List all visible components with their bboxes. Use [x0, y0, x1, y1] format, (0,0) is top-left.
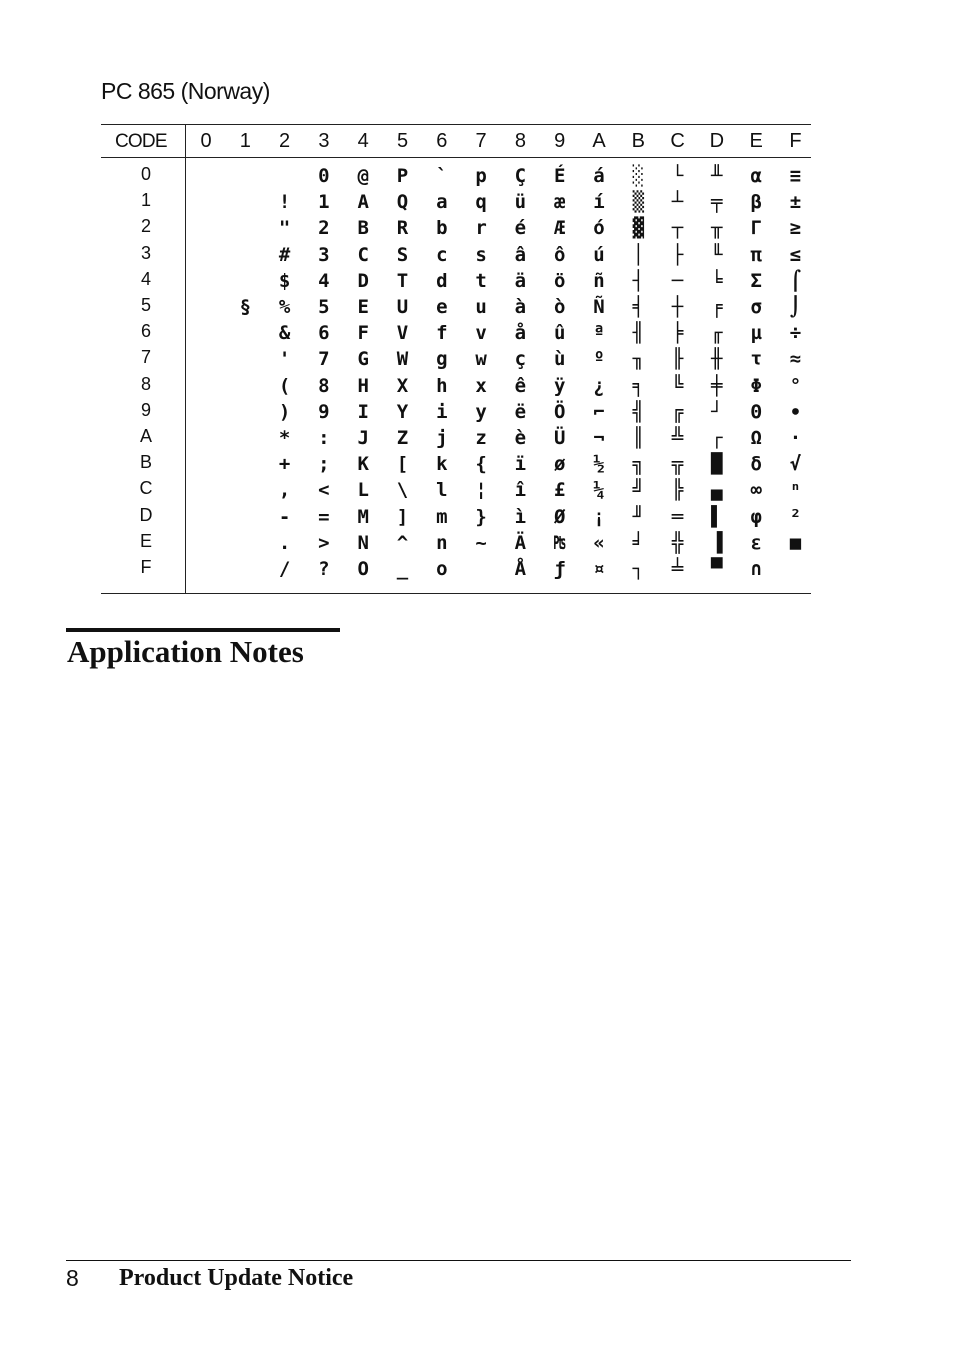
- table-cell: [227, 320, 263, 346]
- table-cell: N: [357, 531, 369, 554]
- table-cell: M: [357, 505, 369, 528]
- table-header-row: [101, 125, 811, 158]
- table-cell: é: [514, 217, 527, 240]
- table-cell: a: [436, 191, 448, 214]
- table-cell: Q: [396, 191, 409, 214]
- table-cell: ò: [553, 296, 566, 318]
- table-cell: δ: [750, 453, 762, 476]
- table-cell: [188, 530, 224, 556]
- table-cell: ▀: [711, 558, 723, 580]
- table-cell: ê: [514, 374, 527, 397]
- table-cell: ¡: [593, 505, 605, 528]
- table-cell: ∙: [789, 400, 802, 423]
- table-cell: ╕: [632, 374, 645, 397]
- table-cell: e: [436, 296, 448, 318]
- table-cell: ·: [789, 427, 802, 449]
- table-cell: -: [278, 505, 291, 528]
- table-cell: §: [239, 296, 252, 318]
- table-cell: O: [357, 558, 369, 580]
- table-cell: &: [278, 322, 291, 345]
- column-header: B: [631, 130, 645, 152]
- table-cell: U: [396, 296, 409, 318]
- table-cell: d: [436, 269, 448, 292]
- table-cell: j: [436, 427, 448, 449]
- table-cell: ü: [514, 191, 527, 214]
- table-cell: F: [357, 322, 369, 345]
- table-cell: ╙: [711, 243, 723, 266]
- table-cell: Ñ: [593, 296, 605, 318]
- section-title: Application Notes: [67, 634, 304, 669]
- table-cell: [188, 373, 224, 399]
- table-cell: ç: [514, 348, 527, 371]
- table-cell: [188, 346, 224, 372]
- table-cell: β: [750, 191, 762, 214]
- table-cell: m: [436, 505, 448, 528]
- table-cell: π: [750, 243, 762, 266]
- table-cell: [227, 451, 263, 477]
- table-cell: [188, 189, 224, 215]
- table-cell: ): [278, 400, 291, 423]
- table-cell: G: [357, 348, 369, 371]
- table-cell: h: [436, 374, 448, 397]
- table-cell: [227, 504, 263, 530]
- table-cell: ┌: [711, 427, 723, 449]
- table-cell: [188, 504, 224, 530]
- table-cell: [227, 346, 263, 372]
- table-cell: ╠: [671, 479, 684, 502]
- table-cell: ¿: [593, 374, 605, 397]
- table-cell: [188, 163, 224, 189]
- column-header: C: [670, 130, 685, 152]
- table-cell: ⁿ: [789, 479, 802, 502]
- table-cell: ö: [553, 269, 566, 292]
- row-header: 2: [140, 216, 151, 237]
- column-header: 9: [554, 130, 566, 152]
- table-cell: █: [711, 453, 723, 476]
- table-cell: ⌡: [789, 296, 802, 318]
- table-cell: µ: [750, 322, 762, 345]
- table-cell: è: [514, 427, 527, 449]
- column-header: A: [592, 130, 606, 152]
- table-cell: â: [514, 243, 527, 266]
- table-cell: !: [278, 191, 291, 214]
- table-cell: ≥: [789, 217, 802, 240]
- table-cell: ²: [789, 505, 802, 528]
- table-cell: ═: [671, 505, 684, 528]
- table-cell: u: [475, 296, 487, 318]
- table-cell: [188, 242, 224, 268]
- table-cell: ⌠: [789, 269, 802, 292]
- table-cell: ;: [318, 453, 330, 476]
- table-cell: ╤: [711, 191, 723, 214]
- table-cell: á: [593, 165, 605, 187]
- table-cell: [227, 477, 263, 503]
- table-cell: _: [396, 558, 409, 580]
- table-cell: b: [436, 217, 448, 240]
- table-cell: ]: [396, 505, 409, 528]
- table-cell: ▒: [632, 191, 645, 214]
- table-cell: [227, 530, 263, 556]
- row-header: 0: [140, 164, 151, 184]
- column-header: 8: [514, 130, 526, 152]
- table-cell: ░: [632, 165, 645, 187]
- table-cell: Ü: [553, 427, 566, 449]
- table-cell: [188, 477, 224, 503]
- column-header: 0: [200, 130, 212, 152]
- table-cell: ª: [593, 322, 605, 345]
- table-cell: H: [357, 374, 369, 397]
- table-cell: X: [396, 374, 409, 397]
- table-cell: ,: [278, 479, 291, 502]
- row-header: 9: [140, 399, 151, 420]
- table-cell: [: [396, 453, 409, 476]
- table-cell: \: [396, 479, 409, 502]
- table-cell: à: [514, 296, 527, 318]
- table-cell: 5: [318, 296, 330, 318]
- table-cell: ╩: [671, 427, 684, 449]
- table-cell: ╡: [632, 296, 645, 318]
- table-cell: T: [396, 269, 409, 292]
- table-cell: [188, 399, 224, 425]
- table-cell: [267, 163, 303, 189]
- table-cell: E: [357, 296, 369, 318]
- table-cell: g: [436, 348, 448, 371]
- page-number: 8: [66, 1265, 79, 1291]
- table-cell: ñ: [593, 269, 605, 292]
- table-cell: @: [357, 165, 369, 187]
- table-cell: =: [318, 505, 330, 528]
- table-cell: 4: [318, 269, 330, 292]
- table-cell: ≈: [789, 348, 802, 371]
- table-cell: %: [278, 296, 291, 318]
- table-cell: :: [318, 427, 330, 449]
- table-cell: Γ: [750, 217, 762, 240]
- table-cell: [188, 294, 224, 320]
- table-cell: º: [593, 348, 605, 371]
- table-cell: /: [278, 558, 291, 580]
- row-header: 3: [140, 242, 151, 263]
- table-cell: 3: [318, 243, 330, 266]
- table-cell: φ: [750, 505, 762, 528]
- table-cell: 2: [318, 217, 330, 240]
- table-cell: ~: [475, 531, 487, 554]
- table-cell: }: [475, 505, 487, 528]
- table-cell: │: [632, 243, 645, 266]
- table-cell: [188, 556, 224, 582]
- table-cell: 6: [318, 322, 330, 345]
- table-cell: k: [436, 453, 448, 476]
- table-cell: É: [553, 165, 566, 187]
- row-header: 7: [140, 347, 151, 368]
- table-cell: ": [278, 217, 291, 240]
- table-cell: i: [436, 400, 448, 423]
- table-cell: ╛: [632, 531, 645, 554]
- column-header: 5: [396, 130, 409, 152]
- table-cell: 7: [318, 348, 330, 371]
- column-header: E: [749, 130, 763, 152]
- table-cell: τ: [750, 348, 762, 371]
- table-cell: ?: [318, 558, 330, 580]
- table-cell: [227, 425, 263, 451]
- table-cell: ┘: [711, 400, 723, 423]
- table-cell: ä: [514, 269, 527, 292]
- table-cell: ╘: [711, 269, 723, 292]
- table-cell: s: [475, 243, 487, 266]
- table-cell: ├: [671, 243, 684, 266]
- table-cell: å: [514, 322, 527, 345]
- table-cell: ▐: [711, 531, 723, 554]
- table-cell: [227, 163, 263, 189]
- column-divider: [185, 125, 186, 593]
- table-cell: Θ: [750, 400, 762, 423]
- column-header: 7: [475, 130, 487, 152]
- table-cell: A: [357, 191, 369, 214]
- table-cell: f: [436, 322, 448, 345]
- table-cell: J: [357, 427, 369, 449]
- table-cell: α: [750, 165, 762, 187]
- row-header: E: [139, 530, 152, 551]
- table-cell: ╟: [671, 348, 684, 371]
- table-cell: [227, 189, 263, 215]
- table-cell: Φ: [750, 374, 762, 397]
- column-header: 4: [357, 130, 369, 152]
- table-cell: [188, 425, 224, 451]
- table-cell: [188, 268, 224, 294]
- row-header: 4: [140, 268, 151, 289]
- character-set-table: [101, 124, 811, 594]
- table-cell: $: [278, 269, 291, 292]
- table-cell: C: [357, 243, 369, 266]
- table-cell: ^: [396, 531, 409, 554]
- table-cell: ¤: [593, 558, 605, 580]
- table-cell: î: [514, 479, 527, 502]
- row-header: 1: [140, 190, 151, 211]
- row-header: B: [139, 452, 152, 473]
- table-cell: K: [357, 453, 369, 476]
- column-header: 6: [436, 130, 448, 152]
- table-cell: (: [278, 374, 291, 397]
- table-cell: w: [475, 348, 487, 371]
- table-cell: ÷: [789, 322, 802, 345]
- table-cell: Ø: [553, 505, 566, 528]
- table-cell: R: [396, 217, 409, 240]
- table-cell: ╣: [632, 400, 645, 423]
- table-cell: q: [475, 191, 487, 214]
- table-cell: Å: [514, 558, 527, 580]
- table-cell: ¦: [475, 479, 487, 502]
- table-cell: ╚: [671, 374, 684, 397]
- table-cell: 1: [318, 191, 330, 214]
- table-cell: ': [278, 348, 291, 371]
- table-cell: ▄: [711, 479, 723, 502]
- table-cell: └: [671, 165, 684, 187]
- footer-title: Product Update Notice: [119, 1265, 354, 1291]
- table-cell: [227, 268, 263, 294]
- table-cell: y: [475, 400, 487, 423]
- table-cell: I: [357, 400, 369, 423]
- table-cell: [463, 556, 499, 582]
- table-cell: ╜: [632, 505, 645, 528]
- row-header: 8: [140, 373, 151, 394]
- table-cell: ╨: [711, 165, 723, 187]
- table-cell: ï: [514, 453, 527, 476]
- table-cell: ⌐: [593, 400, 605, 423]
- table-cell: «: [593, 531, 605, 554]
- table-cell: ╢: [632, 322, 645, 345]
- table-cell: ╪: [711, 374, 723, 397]
- table-cell: v: [475, 322, 487, 345]
- table-cell: c: [436, 243, 448, 266]
- row-header: 5: [140, 295, 151, 315]
- table-cell: √: [789, 453, 802, 476]
- table-cell: í: [593, 191, 605, 214]
- table-cell: >: [318, 531, 330, 554]
- row-header: D: [139, 504, 153, 525]
- table-cell: ╓: [711, 322, 723, 345]
- table-cell: °: [789, 374, 802, 397]
- table-cell: Σ: [750, 269, 762, 292]
- table-cell: ▌: [711, 505, 723, 528]
- table-cell: ▓: [632, 217, 645, 240]
- table-cell: 9: [318, 400, 330, 423]
- table-cell: [227, 215, 263, 241]
- table-cell: æ: [553, 191, 566, 214]
- table-cell: ó: [593, 217, 605, 240]
- table-cell: ₧: [553, 531, 566, 554]
- table-cell: ║: [632, 427, 645, 449]
- column-header: 1: [239, 130, 251, 152]
- table-cell: ┐: [632, 558, 645, 580]
- table-cell: ╞: [671, 322, 684, 345]
- table-cell: [188, 215, 224, 241]
- table-cell: ø: [553, 453, 566, 476]
- column-header: D: [709, 130, 725, 152]
- table-cell: ─: [671, 269, 684, 292]
- row-header: 6: [140, 321, 151, 342]
- table-cell: σ: [750, 296, 762, 318]
- row-header: A: [139, 426, 152, 446]
- table-cell: £: [553, 479, 566, 502]
- table-cell: 8: [318, 374, 330, 397]
- table-cell: V: [396, 322, 409, 345]
- table-cell: ÿ: [553, 374, 566, 397]
- table-cell: ╥: [711, 217, 723, 240]
- table-cell: ┬: [671, 217, 684, 240]
- table-cell: t: [475, 269, 487, 292]
- table-cell: Æ: [553, 217, 566, 240]
- table-cell: {: [475, 453, 487, 476]
- section-rule: [66, 628, 340, 632]
- table-cell: S: [396, 243, 409, 266]
- table-cell: Z: [396, 427, 409, 449]
- table-cell: ╝: [632, 479, 645, 502]
- table-cell: ┴: [671, 191, 684, 214]
- table-cell: Y: [396, 400, 409, 423]
- table-cell: D: [357, 269, 369, 292]
- table-cell: ╦: [671, 453, 684, 476]
- table-cell: [227, 373, 263, 399]
- table-cell: ╧: [671, 558, 684, 580]
- table-cell: Ä: [514, 531, 527, 554]
- table-cell: ε: [750, 531, 762, 554]
- table-cell: n: [436, 531, 448, 554]
- table-cell: o: [436, 558, 448, 580]
- table-cell: l: [436, 479, 448, 502]
- table-cell: ì: [514, 505, 527, 528]
- table-cell: W: [396, 348, 409, 371]
- table-cell: [227, 399, 263, 425]
- table-cell: [227, 556, 263, 582]
- table-cell: r: [475, 217, 487, 240]
- table-cell: Ç: [514, 165, 527, 187]
- table-cell: 0: [318, 165, 330, 187]
- table-cell: z: [475, 427, 487, 449]
- table-cell: Ω: [750, 427, 762, 449]
- table-cell: P: [396, 165, 409, 187]
- table-cell: ù: [553, 348, 566, 371]
- table-cell: x: [475, 374, 487, 397]
- row-header: C: [139, 478, 153, 499]
- table-cell: ╬: [671, 531, 684, 554]
- table-cell: p: [475, 165, 487, 187]
- table-cell: ┤: [632, 269, 645, 292]
- table-cell: [778, 556, 814, 582]
- table-cell: *: [278, 427, 291, 449]
- table-cell: ■: [789, 531, 802, 554]
- table-cell: `: [436, 165, 448, 187]
- table-cell: ½: [593, 453, 605, 476]
- footer-rule: [66, 1260, 851, 1261]
- table-cell: ≡: [789, 165, 802, 187]
- table-cell: <: [318, 479, 330, 502]
- table-cell: +: [278, 453, 291, 476]
- column-header: F: [789, 130, 802, 152]
- table-cell: ╔: [671, 400, 684, 423]
- table-cell: ≤: [789, 243, 802, 266]
- table-cell: ú: [593, 243, 605, 266]
- table-cell: #: [278, 243, 291, 266]
- table-cell: ╫: [711, 348, 723, 371]
- table-cell: [188, 320, 224, 346]
- table-cell: [188, 451, 224, 477]
- table-cell: [227, 242, 263, 268]
- table-cell: ┼: [671, 296, 684, 318]
- table-cell: ╒: [711, 296, 723, 318]
- table-cell: L: [357, 479, 369, 502]
- row-header: F: [140, 557, 152, 577]
- table-cell: ╗: [632, 453, 645, 476]
- column-header: 3: [318, 130, 330, 152]
- table-cell: Ö: [553, 400, 566, 423]
- table-cell: ±: [789, 191, 802, 214]
- table-cell: B: [357, 217, 369, 240]
- table-cell: ¼: [593, 479, 605, 502]
- table-cell: ô: [553, 243, 566, 266]
- table-cell: .: [278, 531, 291, 554]
- column-header: 2: [279, 130, 291, 152]
- table-cell: ∞: [750, 479, 762, 502]
- table-cell: ∩: [750, 558, 762, 580]
- table-cell: ¬: [593, 427, 605, 449]
- table-title: PC 865 (Norway): [101, 78, 270, 104]
- table-cell: ë: [514, 400, 527, 423]
- table-cell: ╖: [632, 348, 645, 371]
- table-cell: û: [553, 322, 566, 345]
- code-column-label: CODE: [115, 131, 167, 152]
- table-cell: ƒ: [553, 558, 566, 580]
